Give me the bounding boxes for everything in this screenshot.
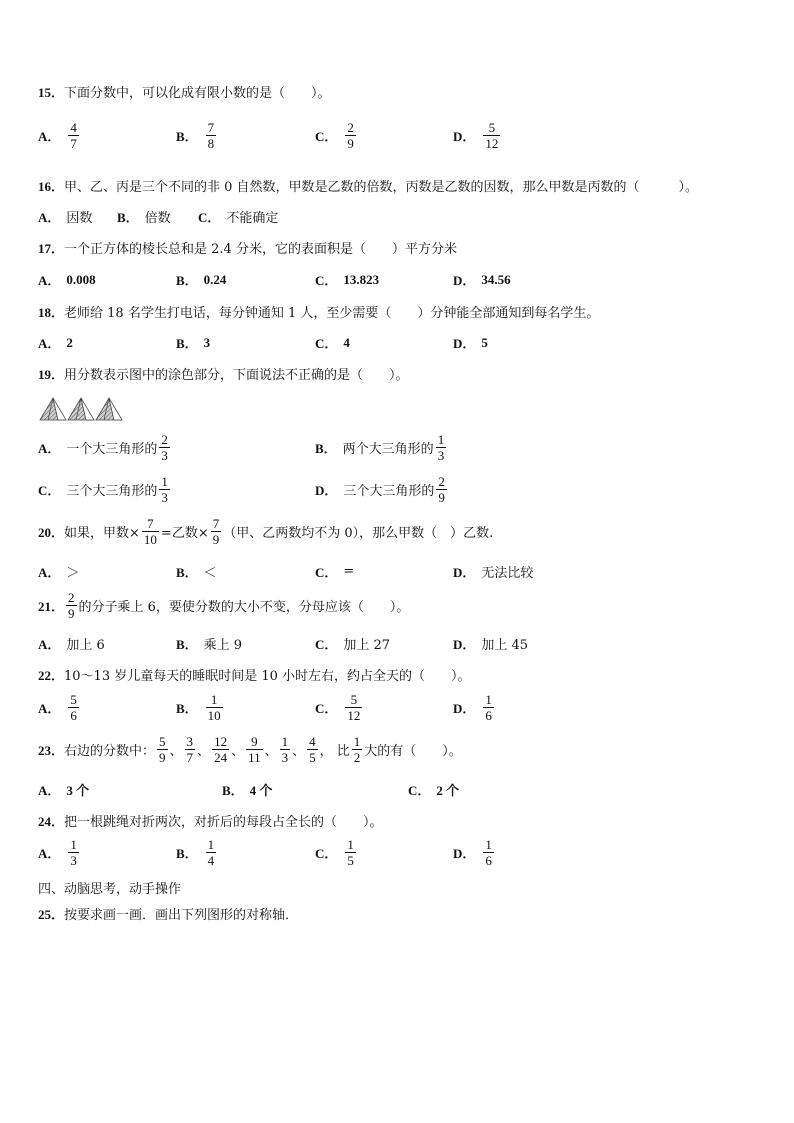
q23-option-a[interactable]: A． 3 个 — [38, 783, 90, 798]
fraction: $\frac{5}{9}$ — [159, 734, 166, 765]
question-21-stem: 21． $\frac{2}{9}$ 的分子乘上 6，要使分数的大小不变，分母应该（ ）。 — [38, 590, 410, 621]
fraction: $\frac{9}{11}$ — [248, 734, 261, 765]
big-triangle — [40, 398, 66, 420]
question-23-stem: 23． 右边的分数中： $\frac{5}{9}$ 、 $\frac{3}{7}$ 、 $\frac{12}{24}$ 、 $\frac{9}{11}$ 、 $\frac{1}{3}$ 、 $\frac{4}{5}$ ， 比 $\frac{1}{2}$ 大的有（ ）。 — [38, 734, 462, 765]
fraction: $\frac{1}{3}$ — [161, 474, 168, 505]
q15-option-b[interactable]: B． $\frac{7}{8}$ — [176, 120, 215, 151]
fraction: $\frac{1}{10}$ — [207, 692, 221, 723]
q21-option-d[interactable]: D． 加上 45 — [453, 637, 529, 653]
q21-option-b[interactable]: B． 乘上 9 — [176, 637, 243, 653]
fraction: $\frac{1}{5}$ — [347, 837, 354, 868]
q17-option-a[interactable]: A． 0.008 — [38, 271, 96, 288]
big-triangle — [96, 398, 122, 420]
fraction: $\frac{7}{8}$ — [207, 120, 215, 151]
shaded-triangles-figure — [38, 396, 128, 422]
q20-option-c[interactable]: C． = — [315, 564, 355, 580]
q22-option-a[interactable]: A． $\frac{5}{6}$ — [38, 692, 77, 723]
q19-option-d[interactable]: D． 三个大三角形的 $\frac{2}{9}$ — [315, 474, 445, 505]
fraction: $\frac{1}{2}$ — [353, 734, 361, 765]
q19-option-b[interactable]: B． 两个大三角形的 $\frac{1}{3}$ — [315, 432, 445, 463]
fraction: $\frac{4}{5}$ — [309, 734, 316, 765]
question-15-stem: 15．下面分数中，可以化成有限小数的是（ ）。 — [38, 85, 331, 101]
fraction: $\frac{2}{9}$ — [438, 474, 445, 505]
q19-option-a[interactable]: A． 一个大三角形的 $\frac{2}{3}$ — [38, 432, 168, 463]
fraction: $\frac{3}{7}$ — [186, 734, 194, 765]
question-24-stem: 24．把一根跳绳对折两次，对折后的每段占全长的（ ）。 — [38, 814, 383, 830]
q24-option-d[interactable]: D． $\frac{1}{6}$ — [453, 837, 492, 868]
q15-option-c[interactable]: C． $\frac{2}{9}$ — [315, 120, 354, 151]
q15-option-d[interactable]: D． $\frac{5}{12}$ — [453, 120, 499, 151]
q21-option-a[interactable]: A． 加上 6 — [38, 637, 105, 653]
q20-option-d[interactable]: D． 无法比较 — [453, 565, 534, 581]
fraction: $\frac{1}{6}$ — [485, 837, 492, 868]
question-18-stem: 18．老师给 18 名学生打电话，每分钟通知 1 人，至少需要（ ）分钟能全部通知到每名学生。 — [38, 305, 600, 321]
fraction: $\frac{2}{9}$ — [347, 120, 354, 151]
q15-option-a[interactable]: A． $\frac{4}{7}$ — [38, 120, 77, 151]
fraction: $\frac{1}{3}$ — [437, 432, 445, 463]
fraction: $\frac{1}{6}$ — [485, 692, 492, 723]
question-25-stem: 25．按要求画一画．画出下列图形的对称轴． — [38, 907, 299, 923]
fraction: $\frac{1}{3}$ — [70, 837, 77, 868]
q20-option-a[interactable]: A． ＞ — [38, 565, 80, 581]
q18-option-c[interactable]: C． 4 — [315, 334, 350, 351]
fraction: $\frac{2}{3}$ — [161, 432, 168, 463]
q22-option-b[interactable]: B． $\frac{1}{10}$ — [176, 692, 221, 723]
fraction: $\frac{7}{10}$ — [143, 516, 157, 547]
q24-option-b[interactable]: B． $\frac{1}{4}$ — [176, 837, 215, 868]
q23-option-b[interactable]: B． 4 个 — [222, 783, 273, 798]
q24-option-c[interactable]: C． $\frac{1}{5}$ — [315, 837, 354, 868]
q18-option-b[interactable]: B． 3 — [176, 334, 211, 351]
q22-option-c[interactable]: C． $\frac{5}{12}$ — [315, 692, 361, 723]
q24-option-a[interactable]: A． $\frac{1}{3}$ — [38, 837, 77, 868]
q16-option-a[interactable]: A． 因数 — [38, 210, 93, 226]
q19-option-c[interactable]: C． 三个大三角形的 $\frac{1}{3}$ — [38, 474, 168, 505]
fraction: $\frac{5}{12}$ — [485, 120, 499, 151]
q18-option-d[interactable]: D． 5 — [453, 334, 488, 351]
question-20-stem: 20． 如果，甲数× $\frac{7}{10}$ =乙数× $\frac{7}{9}$ （甲、乙两数均不为 0），那么甲数（ ）乙数. — [38, 516, 494, 547]
big-triangle — [68, 398, 94, 420]
q17-option-d[interactable]: D． 34.56 — [453, 271, 511, 288]
q22-option-d[interactable]: D． $\frac{1}{6}$ — [453, 692, 492, 723]
q17-option-c[interactable]: C． 13.823 — [315, 271, 380, 288]
fraction: $\frac{1}{4}$ — [207, 837, 215, 868]
question-16-stem: 16．甲、乙、丙是三个不同的非 0 自然数，甲数是乙数的倍数，丙数是乙数的因数，那么甲数是丙数的（ ）。 — [38, 179, 699, 195]
fraction: $\frac{2}{9}$ — [68, 590, 75, 621]
fraction: $\frac{5}{6}$ — [70, 692, 77, 723]
q16-option-c[interactable]: C． 不能确定 — [198, 210, 279, 226]
question-19-stem: 19．用分数表示图中的涂色部分，下面说法不正确的是（ ）。 — [38, 367, 409, 383]
q20-option-b[interactable]: B． ＜ — [176, 565, 217, 581]
section-heading: 四、动脑思考，动手操作 — [38, 882, 182, 897]
q18-option-a[interactable]: A． 2 — [38, 334, 73, 351]
fraction: $\frac{7}{9}$ — [212, 516, 220, 547]
q21-option-c[interactable]: C． 加上 27 — [315, 637, 391, 653]
q23-option-c[interactable]: C． 2 个 — [408, 783, 460, 798]
fraction: $\frac{4}{7}$ — [70, 120, 77, 151]
question-22-stem: 22．10～13 岁儿童每天的睡眠时间是 10 小时左右，约占全天的（ ）。 — [38, 668, 471, 684]
fraction: $\frac{1}{3}$ — [281, 734, 289, 765]
fraction: $\frac{5}{12}$ — [347, 692, 361, 723]
fraction: $\frac{12}{24}$ — [214, 734, 228, 765]
q17-option-b[interactable]: B． 0.24 — [176, 271, 227, 288]
q16-option-b[interactable]: B． 倍数 — [117, 210, 171, 226]
question-17-stem: 17．一个正方体的棱长总和是 2.4 分米，它的表面积是（ ）平方分米 — [38, 241, 457, 257]
